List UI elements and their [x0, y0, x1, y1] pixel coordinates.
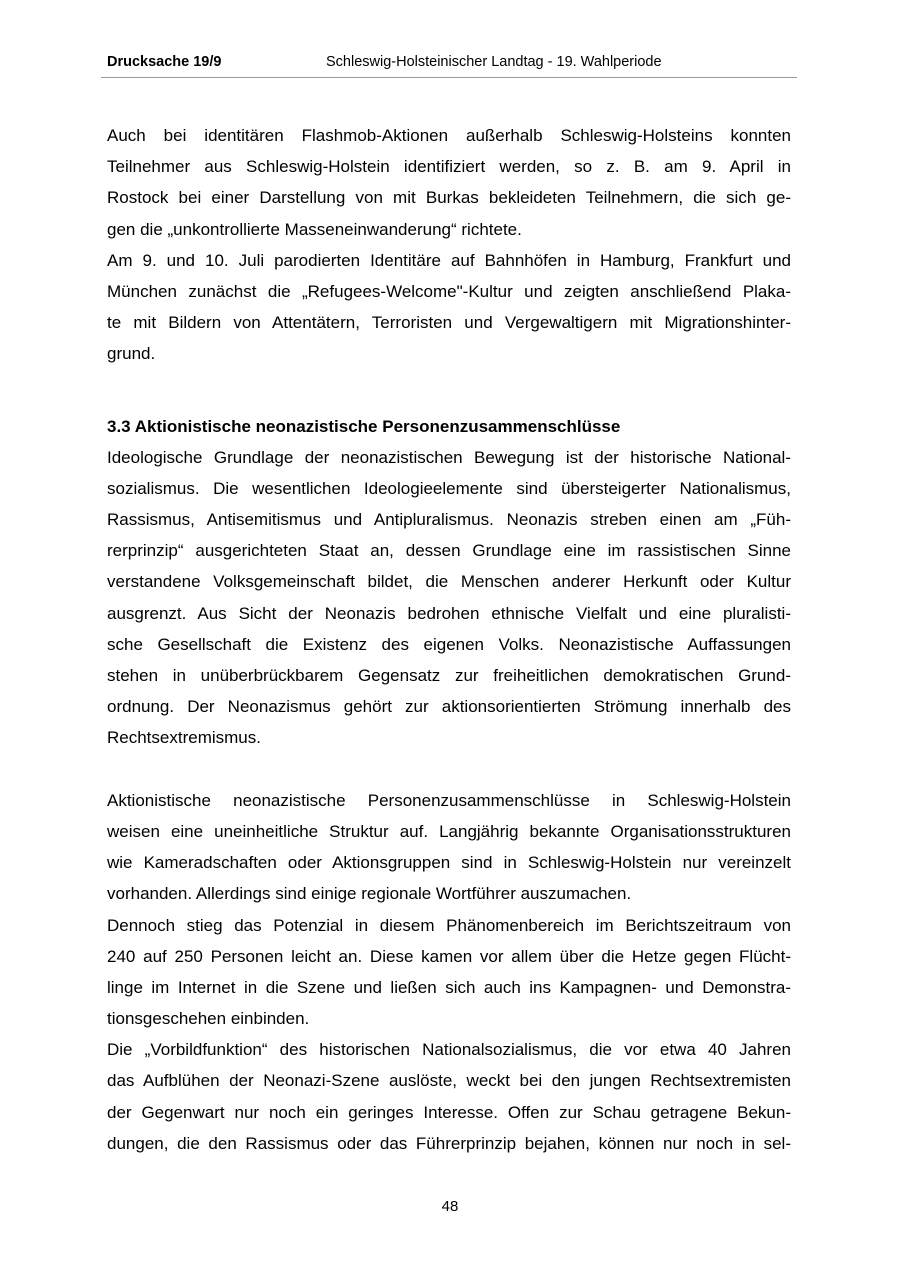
text-line: Die „Vorbildfunktion“ des historischen Nationalsozialismus, die vor etwa 40 Jahren [107, 1040, 791, 1060]
text-line: verstandene Volksgemeinschaft bildet, die Menschen anderer Herkunft oder Kultur [107, 572, 791, 592]
text-line: weisen eine uneinheitliche Struktur auf. Langjährig bekannte Organisationsstrukturen [107, 821, 791, 841]
text-line: Rechtsextremismus. [107, 728, 261, 748]
text-line: sozialismus. Die wesentlichen Ideologieelemente sind übersteigerter Nationalismus, [107, 478, 791, 498]
paragraph-spacer [107, 754, 791, 785]
text-line: 240 auf 250 Personen leicht an. Diese kamen vor allem über die Hetze gegen Flücht- [107, 946, 791, 966]
page-number: 48 [441, 1198, 459, 1215]
text-line: Dennoch stieg das Potenzial in diesem Phänomenbereich im Berichtszeitraum von [107, 915, 791, 935]
text-line: gen die „unkontrollierte Masseneinwanderung“ richtete. [107, 219, 522, 239]
text-line: Aktionistische neonazistische Personenzusammenschlüsse in Schleswig-Holstein [107, 790, 791, 810]
paragraph-ideology [107, 442, 791, 754]
text-line: Auch bei identitären Flashmob-Aktionen außerhalb Schleswig-Holsteins konnten [107, 126, 791, 145]
paragraph-structure [107, 785, 791, 910]
text-line: München zunächst die „Refugees-Welcome"-Kultur und zeigten anschließend Plaka- [107, 281, 791, 301]
text-line: stehen in unüberbrückbarem Gegensatz zur freiheitlichen demokratischen Grund- [107, 666, 791, 685]
text-line: Ideologische Grundlage der neonazistischen Bewegung ist der historische National- [107, 447, 791, 467]
text-line: Rostock bei einer Darstellung von mit Burkas bekleideten Teilnehmern, die sich ge- [107, 188, 791, 208]
text-line: Am 9. und 10. Juli parodierten Identitäre auf Bahnhöfen in Hamburg, Frankfurt und [107, 250, 791, 270]
text-line: rerprinzip“ ausgerichteten Staat an, dessen Grundlage eine im rassistischen Sinne [107, 541, 791, 561]
text-line: sche Gesellschaft die Existenz des eigenen Volks. Neonazistische Auffassungen [107, 634, 791, 654]
paragraph-bahnhoefe [107, 245, 791, 370]
paragraph-flashmob [107, 120, 791, 245]
text-line: tionsgeschehen einbinden. [107, 1009, 310, 1029]
section-heading: 3.3 Aktionistische neonazistische Personenzusammenschlüsse [107, 416, 621, 436]
paragraph-vorbildfunktion [107, 1034, 791, 1159]
text-line: ordnung. Der Neonazismus gehört zur aktionsorientierten Strömung innerhalb des [107, 697, 791, 717]
text-line: wie Kameradschaften oder Aktionsgruppen sind in Schleswig-Holstein nur vereinzelt [107, 853, 791, 873]
text-line: vorhanden. Allerdings sind einige regionale Wortführer auszumachen. [107, 884, 632, 904]
page-header [101, 49, 797, 78]
text-line: linge im Internet in die Szene und ließen sich auch ins Kampagnen- und Demonstra- [107, 977, 791, 997]
text-line: Rassismus, Antisemitismus und Antipluralismus. Neonazis streben einen am „Füh- [107, 510, 791, 530]
text-line: dungen, die den Rassismus oder das Führerprinzip bejahen, können nur noch in sel- [107, 1133, 791, 1153]
page-body [107, 120, 791, 1159]
text-line: ausgrenzt. Aus Sicht der Neonazis bedrohen ethnische Vielfalt und eine pluralisti- [107, 603, 791, 623]
header-title: Schleswig-Holsteinischer Landtag - 19. Wahlperiode [326, 54, 662, 70]
text-line: te mit Bildern von Attentätern, Terroristen und Vergewaltigern mit Migrationshinter- [107, 313, 791, 333]
paragraph-potential [107, 910, 791, 1035]
text-line: grund. [107, 344, 156, 364]
text-line: das Aufblühen der Neonazi-Szene auslöste, weckt bei den jungen Rechtsextremisten [107, 1071, 791, 1091]
paragraph-spacer [107, 370, 791, 401]
document-number: Drucksache 19/9 [107, 54, 222, 70]
text-line: Teilnehmer aus Schleswig-Holstein identifiziert werden, so z. B. am 9. April in [107, 157, 791, 177]
text-line: der Gegenwart nur noch ein geringes Interesse. Offen zur Schau getragene Bekun- [107, 1102, 791, 1122]
